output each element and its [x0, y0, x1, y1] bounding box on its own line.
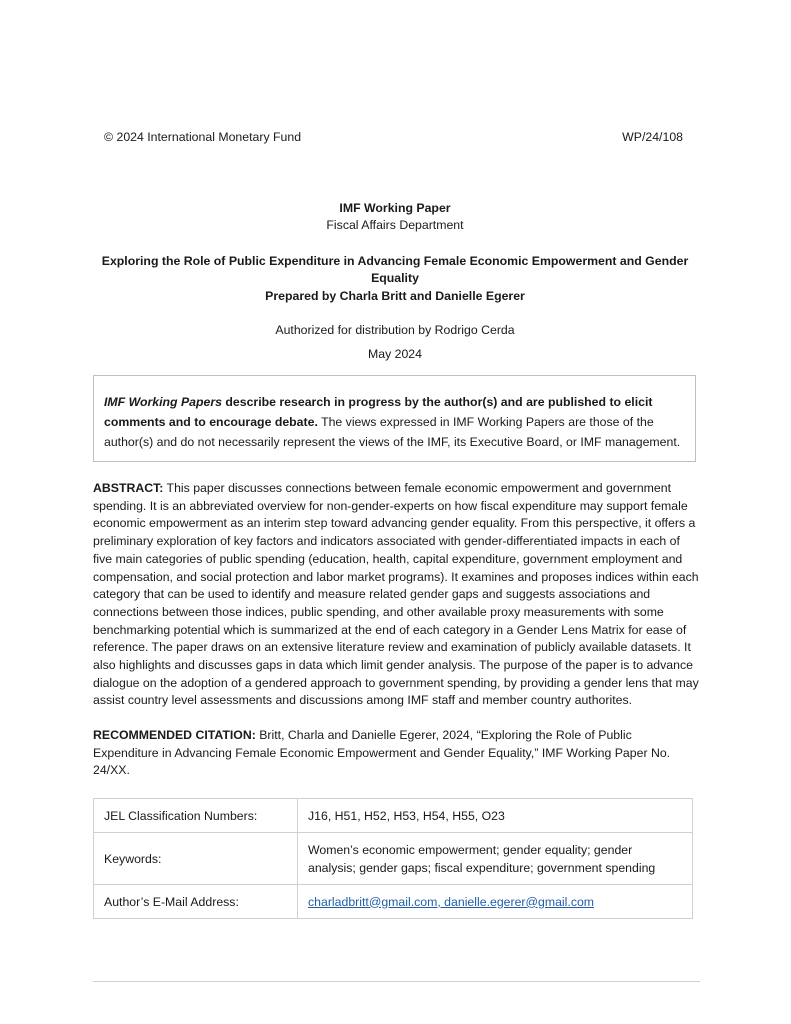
keywords-value: Women’s economic empowerment; gender equality; gender analysis; gender gaps; fiscal expenditure; government spending: [298, 833, 693, 885]
author-email-link[interactable]: charladbritt@gmail.com, danielle.egerer@gmail.com: [308, 894, 595, 909]
citation-text: Britt, Charla and Danielle Egerer, 2024, “Exploring the Role of Public Expenditure in Advancing Female Economic Empowerment and Gender Equality,” IMF Working Paper No. 24/XX.: [93, 728, 671, 778]
email-label: Author’s E-Mail Address:: [94, 885, 298, 919]
table-row: [94, 885, 693, 919]
jel-label: JEL Classification Numbers:: [94, 799, 298, 833]
table-row: [94, 799, 693, 833]
abstract-label: ABSTRACT:: [93, 481, 164, 495]
disclaimer-box: [93, 375, 696, 462]
copyright-notice: © 2024 International Monetary Fund: [104, 130, 302, 144]
jel-value: J16, H51, H52, H53, H54, H55, O23: [298, 799, 693, 833]
disclaimer-lead: IMF Working Papers: [104, 395, 222, 409]
abstract-paragraph: [93, 480, 699, 710]
keywords-label: Keywords:: [94, 833, 298, 885]
citation-label: RECOMMENDED CITATION:: [93, 728, 256, 742]
paper-title: Exploring the Role of Public Expenditure in Advancing Female Economic Empowerment and Gender Equality: [101, 254, 689, 285]
citation-paragraph: [93, 727, 699, 780]
disclaimer-text: The views expressed in IMF Working Papers are those of the author(s) and do not necessarily represent the views of the IMF, its Executive Board, or IMF management.: [104, 415, 681, 449]
table-row: [94, 833, 693, 885]
disclaimer-bold-text: describe research in progress by the author(s) and are published to elicit comments and to encourage debate.: [104, 395, 653, 429]
department: Fiscal Affairs Department: [326, 218, 464, 232]
footer-divider: [93, 981, 700, 982]
series-title: IMF Working Paper: [339, 201, 451, 215]
authorization-line: Authorized for distribution by Rodrigo Cerda: [275, 323, 515, 337]
paper-number: WP/24/108: [622, 130, 683, 144]
authors-line: Prepared by Charla Britt and Danielle Egerer: [265, 289, 525, 303]
paper-info-table: [93, 798, 693, 919]
abstract-text: This paper discusses connections between female economic empowerment and government spending. It is an abbreviated overview for non-gender-experts on how fiscal expenditure may support female economic empowerment as an interim step toward advancing gender equality. From this perspective, it offers a preliminary exploration of key factors and indicators associated with gender-differentiated impacts in each of five main categories of public spending (education, health, capital expenditure, government employment and compensation, and social protection and labor market programs). It examines and proposes indices within each category that can be used to identify and measure related gender gaps and suggests associations and connections between those indices, public spending, and other available proxy measurements with some benchmarking potential which is summarized at the end of each category in a Gender Lens Matrix for ease of reference. The paper draws on an extensive literature review and examination of publicly available datasets. It also highlights and discusses gaps in data which limit gender analysis. The purpose of the paper is to advance dialogue on the adoption of a gendered approach to government spending, by providing a gender lens that may assist country level assessments and discussions among IMF staff and member country authorites.: [93, 481, 699, 708]
publication-date: May 2024: [367, 347, 422, 361]
